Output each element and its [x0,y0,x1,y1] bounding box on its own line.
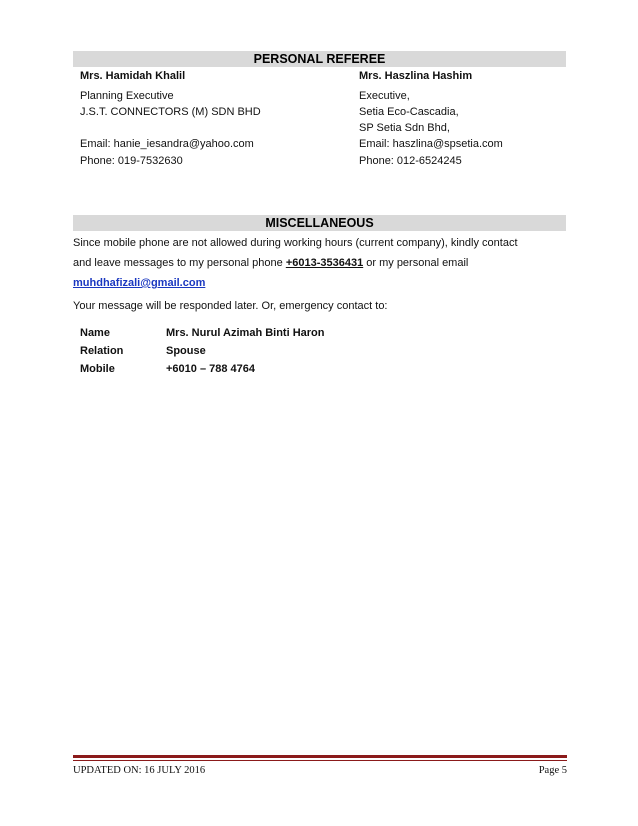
misc-line-2-tail: or my personal email [363,257,469,269]
referee-right-company: Setia Eco-Cascadia, [359,106,459,118]
referee-left-phone: Phone: 019-7532630 [80,155,183,167]
contact-name-label: Name [80,327,110,339]
contact-relation-label: Relation [80,345,124,357]
referee-left [80,68,320,167]
misc-line-2-text: and leave messages to my personal phone [73,257,286,269]
footer-updated-date: UPDATED ON: 16 JULY 2016 [73,765,206,776]
misc-line-1: Since mobile phone are not allowed during working hours (current company), kindly contact [73,237,518,249]
personal-email-link[interactable]: muhdhafizali@gmail.com [73,277,206,289]
referee-left-company: J.S.T. CONNECTORS (M) SDN BHD [80,106,261,118]
contact-mobile-value: +6010 – 788 4764 [166,363,256,375]
referee-right-title: Executive, [359,90,410,102]
referee-right [359,68,599,167]
referee-left-line3 [80,120,320,136]
referee-left-email: Email: hanie_iesandra@yahoo.com [80,138,254,150]
personal-phone: +6013-3536431 [285,257,364,269]
footer-divider-thin [73,760,567,761]
emergency-contact-table [80,327,325,381]
misc-line-2 [73,253,573,273]
miscellaneous-heading: MISCELLANEOUS [73,215,566,231]
referee-left-title: Planning Executive [80,90,174,102]
table-row [80,345,325,363]
misc-paragraph [73,233,573,293]
contact-relation-value: Spouse [166,345,206,357]
referee-left-name: Mrs. Hamidah Khalil [80,70,186,82]
misc-responded-text: Your message will be responded later. Or, emergency contact to: [73,300,388,312]
contact-mobile-label: Mobile [80,363,115,375]
referee-right-phone: Phone: 012-6524245 [359,155,462,167]
personal-referee-heading: PERSONAL REFEREE [73,51,566,67]
referee-right-email: Email: haszlina@spsetia.com [359,138,503,150]
table-row [80,327,325,345]
footer-divider-thick [73,755,567,758]
referee-right-name: Mrs. Haszlina Hashim [359,70,473,82]
table-row [80,363,325,381]
footer-page-number: Page 5 [538,765,567,776]
referee-right-company2: SP Setia Sdn Bhd, [359,122,450,134]
contact-name-value: Mrs. Nurul Azimah Binti Haron [166,327,325,339]
